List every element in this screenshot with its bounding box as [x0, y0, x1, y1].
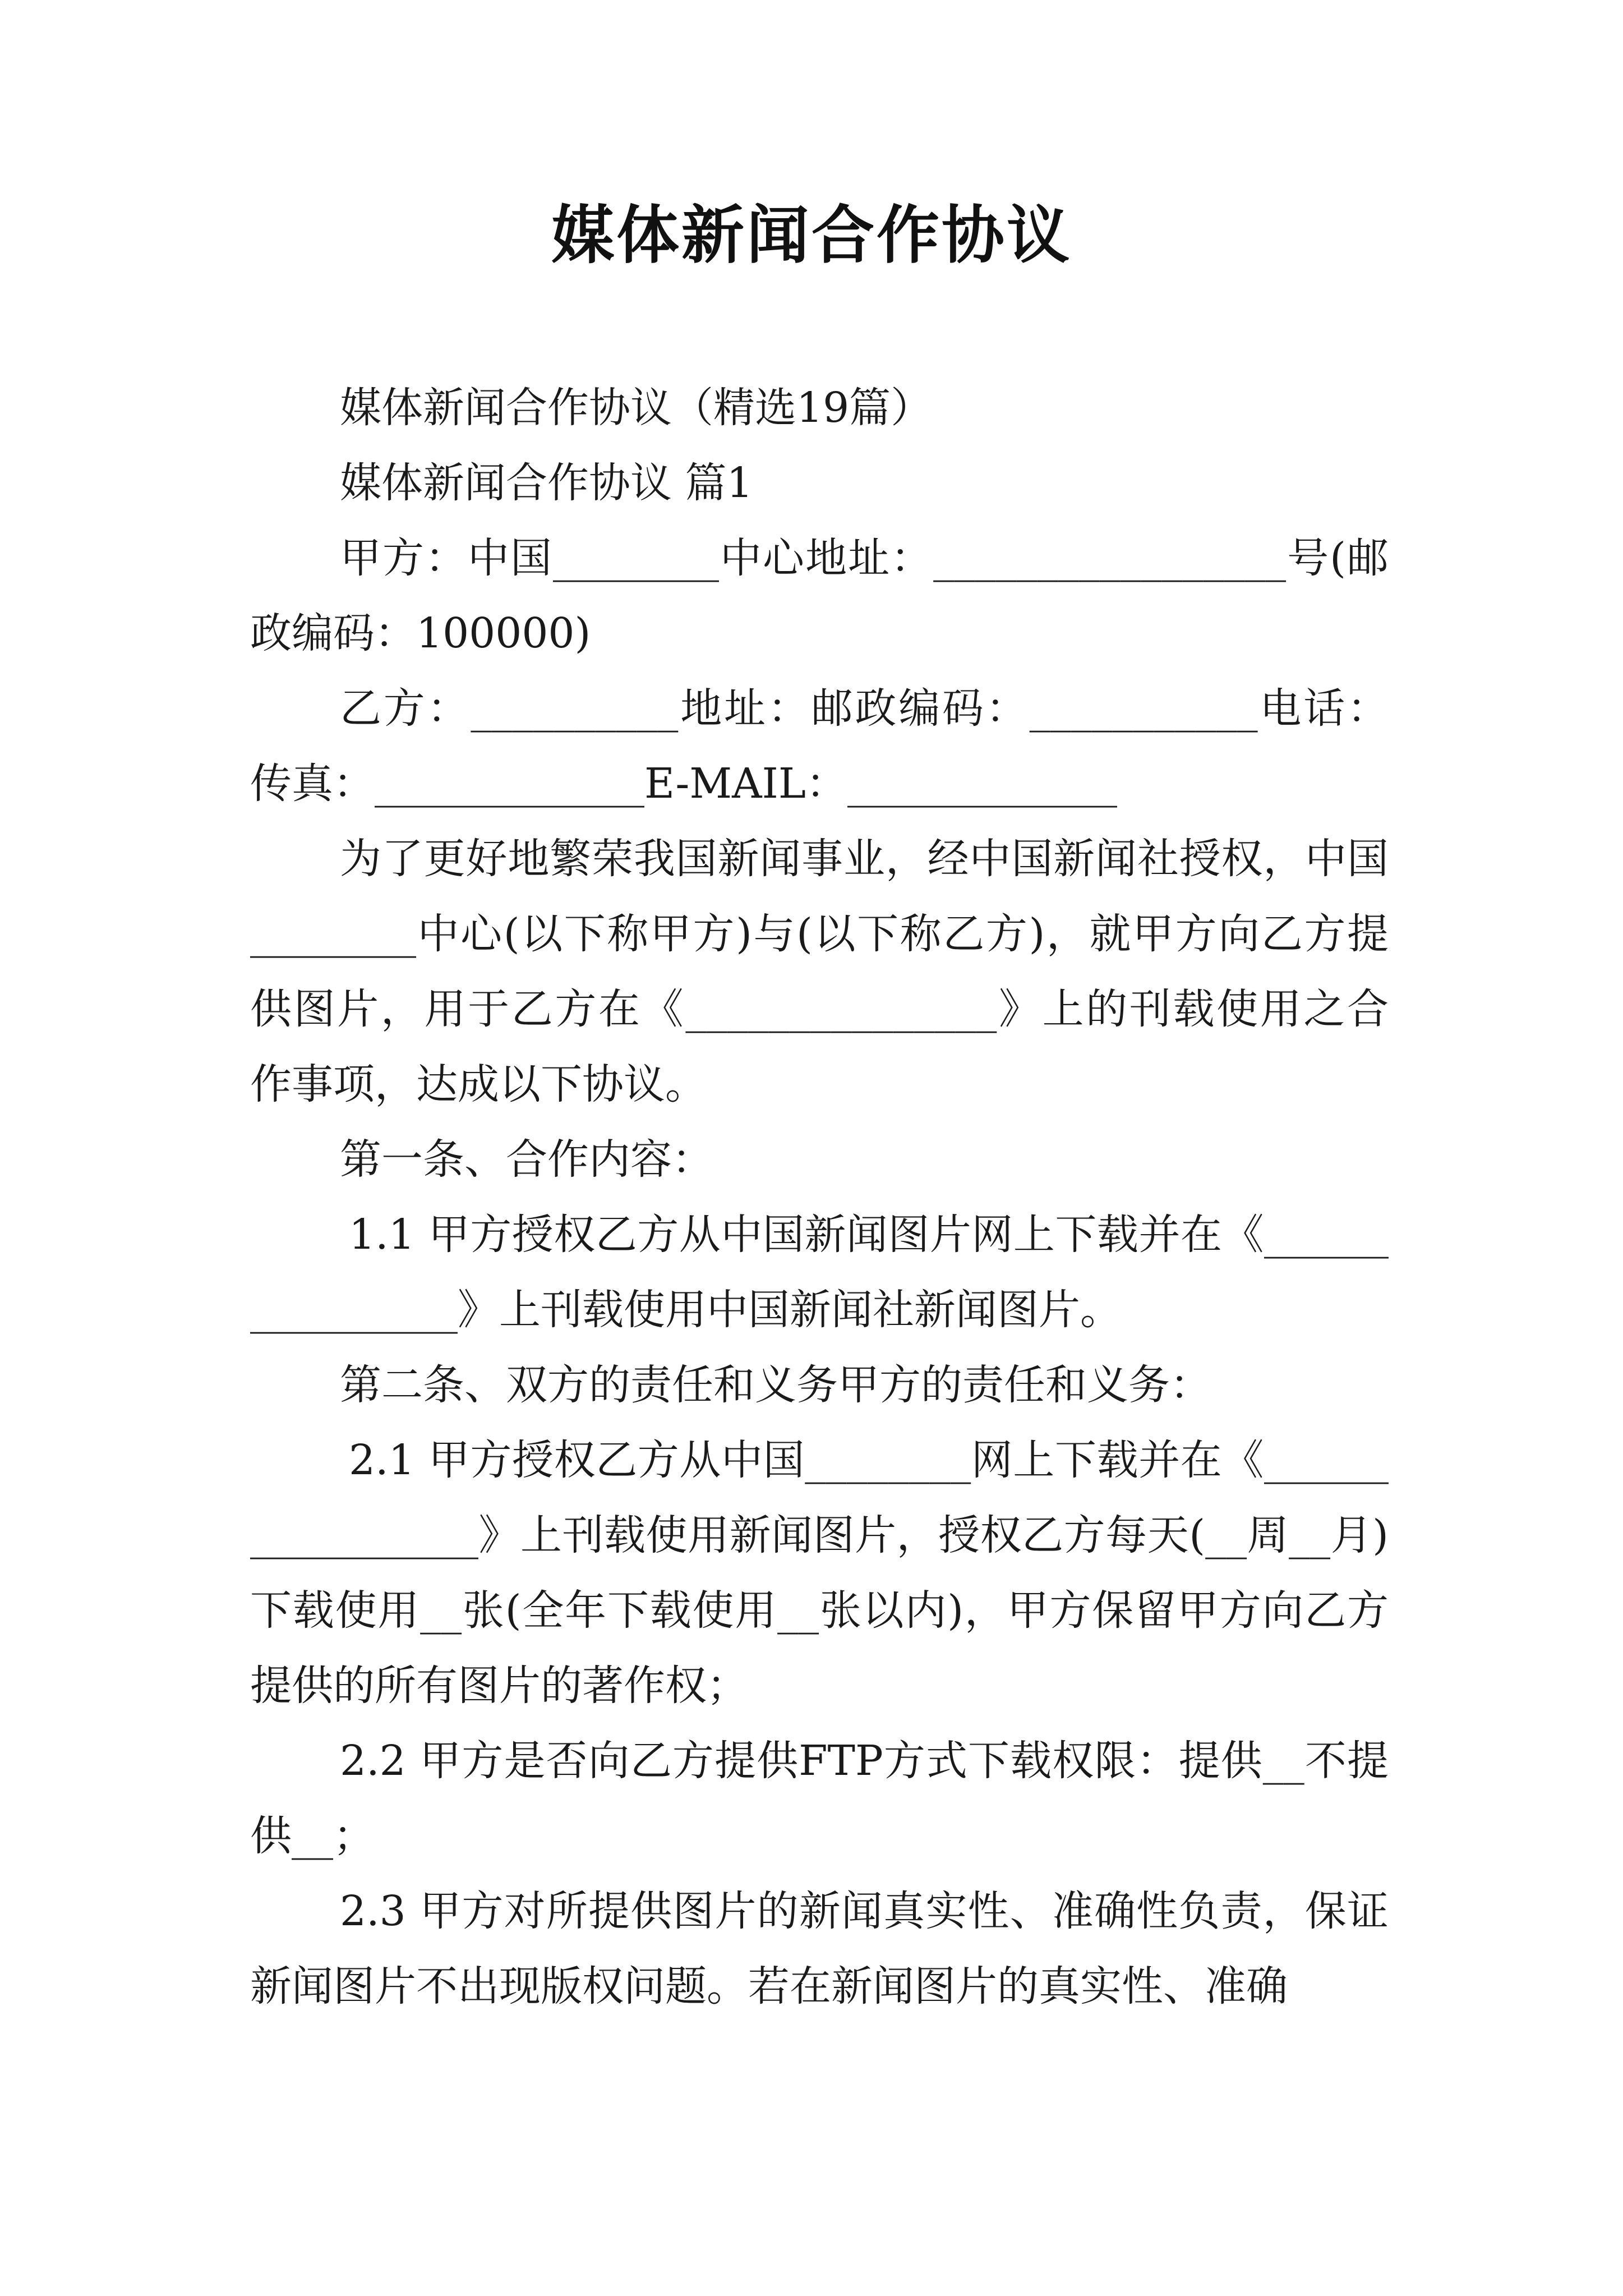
paragraph-preamble: 为了更好地繁荣我国新闻事业，经中国新闻社授权，中国________中心(以下称甲方)与(以下称乙方)，就甲方向乙方提供图片，用于乙方在《_______________》上的刊载使用之合作事项，达成以下协议。 [250, 835, 1389, 1108]
document-body [250, 370, 1389, 2024]
paragraph-clause-2-3: 2.3 甲方对所提供图片的新闻真实性、准确性负责，保证新闻图片不出现版权问题。若在新闻图片的真实性、准确 [250, 1887, 1389, 2010]
paragraph-clause-2-2: 2.2 甲方是否向乙方提供FTP方式下载权限：提供__不提供__； [250, 1737, 1389, 1860]
paragraph-article-2-heading: 第二条、双方的责任和义务甲方的责任和义务： [340, 1361, 1211, 1409]
paragraph-section-heading: 媒体新闻合作协议 篇1 [340, 459, 753, 507]
paragraph-subtitle: 媒体新闻合作协议（精选19篇） [340, 384, 933, 432]
paragraph-party-b: 乙方：__________地址：邮政编码：___________电话：传真：_____________E-MAIL：_____________ [250, 684, 1389, 808]
paragraph-article-1-heading: 第一条、合作内容： [340, 1135, 713, 1184]
document-title: 媒体新闻合作协议 [551, 199, 1072, 272]
paragraph-clause-1-1: 1.1 甲方授权乙方从中国新闻图片网上下载并在《________________》上刊载使用中国新闻社新闻图片。 [250, 1211, 1389, 1334]
paragraph-clause-2-1: 2.1 甲方授权乙方从中国________网上下载并在《_________________》上刊载使用新闻图片，授权乙方每天(__周__月)下载使用__张(全年下载使用__张以内)，甲方保留甲方向乙方提供的所有图片的著作权； [250, 1436, 1389, 1710]
paragraph-party-a: 甲方：中国________中心地址：_________________号(邮政编码：100000) [250, 534, 1389, 657]
